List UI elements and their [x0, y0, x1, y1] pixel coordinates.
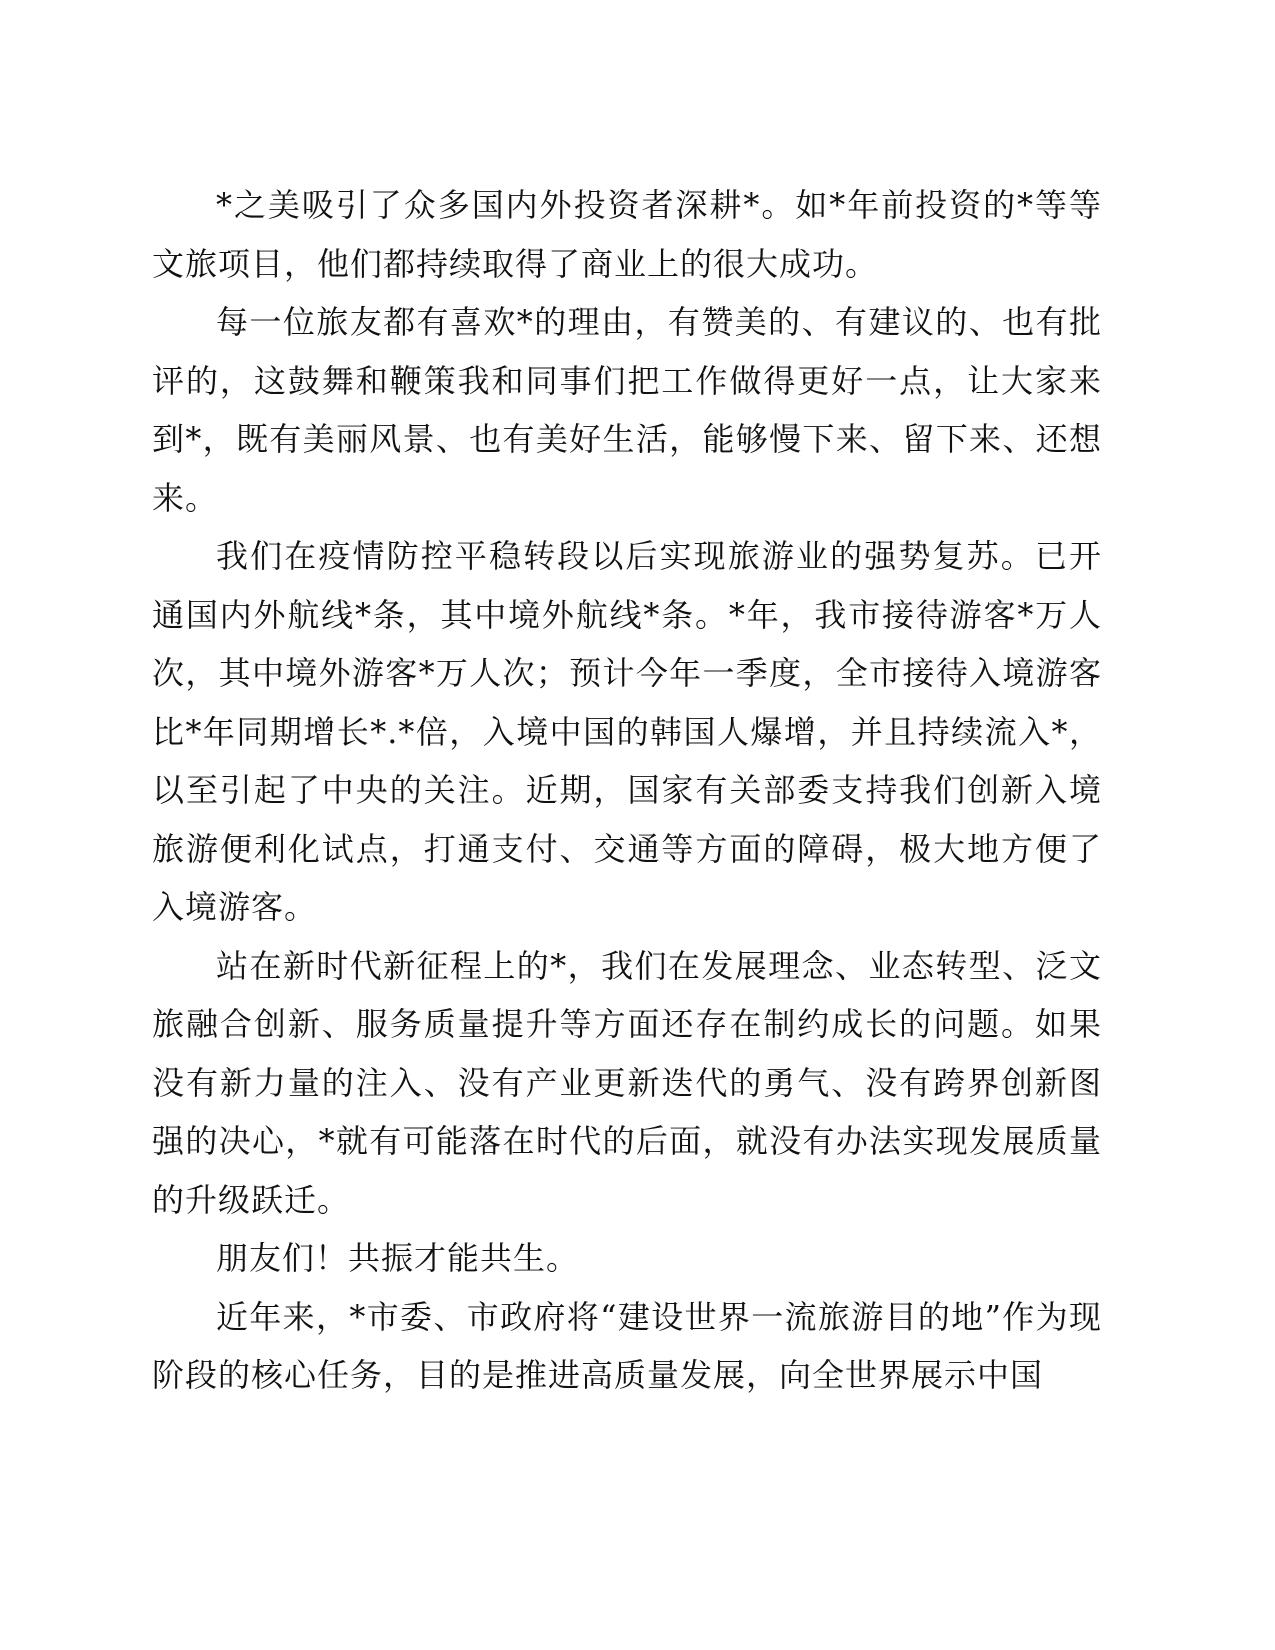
paragraph-resonance: 朋友们！共振才能共生。 [216, 1239, 580, 1277]
paragraph-tourism-recovery: 我们在疫情防控平稳转段以后实现旅游业的强势复苏。已开通国内外航线*条，其中境外航线*条。*年，我市接待游客*万人次，其中境外游客*万人次；预计今年一季度，全市接待入境游客比*年同期增长*.*倍，入境中国的韩国人爆增，并且持续流入*，以至引起了中央的关注。近期，国家有关部委支持我们创新入境旅游便利化试点，打通支付、交通等方面的障碍，极大地方便了入境游客。 [152, 537, 1102, 926]
paragraph-investment: *之美吸引了众多国内外投资者深耕*。如*年前投资的*等等文旅项目，他们都持续取得了商业上的很大成功。 [152, 186, 1102, 283]
paragraph-visitor-feedback: 每一位旅友都有喜欢*的理由，有赞美的、有建议的、也有批评的，这鼓舞和鞭策我和同事们把工作做得更好一点，让大家来到*，既有美丽风景、也有美好生活，能够慢下来、留下来、还想来。 [152, 303, 1102, 517]
document-body [152, 176, 1102, 1405]
paragraph-development-challenges: 站在新时代新征程上的*，我们在发展理念、业态转型、泛文旅融合创新、服务质量提升等方面还存在制约成长的问题。如果没有新力量的注入、没有产业更新迭代的勇气、没有跨界创新图强的决心，*就有可能落在时代的后面，就没有办法实现发展质量的升级跃迁。 [152, 946, 1102, 1219]
paragraph-core-task: 近年来，*市委、市政府将“建设世界一流旅游目的地”作为现阶段的核心任务，目的是推进高质量发展，向全世界展示中国 [152, 1297, 1102, 1394]
